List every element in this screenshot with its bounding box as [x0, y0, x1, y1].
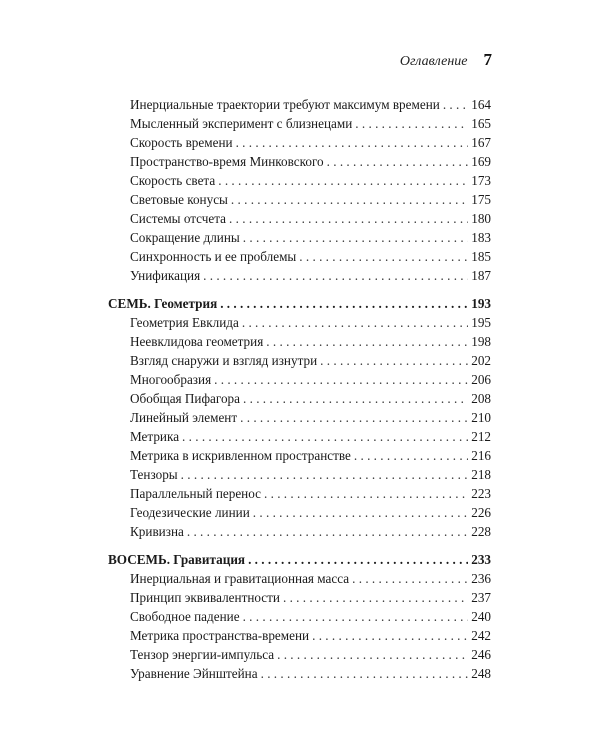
toc-entry: [108, 266, 491, 285]
toc-entry-page: 206: [471, 372, 491, 387]
toc-entry: [108, 522, 491, 541]
page-number: 7: [483, 50, 492, 69]
toc-entry-title: Кривизна: [130, 524, 184, 539]
chapter-page: 233: [471, 552, 491, 567]
toc-entry-page: 218: [471, 467, 491, 482]
toc-entry-page: 216: [471, 448, 491, 463]
leader-dots: [248, 550, 468, 569]
leader-dots: [243, 607, 469, 626]
leader-dots: [214, 370, 468, 389]
leader-dots: [327, 152, 469, 171]
toc-entry-title: Метрика пространства-времени: [130, 628, 310, 643]
toc-entry-page: 248: [471, 666, 491, 681]
toc-entry: [108, 209, 491, 228]
toc-entry-page: 246: [471, 647, 491, 662]
leader-dots: [264, 484, 468, 503]
toc-entry-title: Пространство-время Минковского: [130, 154, 324, 169]
toc-entry: [108, 332, 491, 351]
leader-dots: [352, 569, 468, 588]
leader-dots: [243, 228, 468, 247]
toc-entry-title: Обобщая Пифагора: [130, 391, 241, 406]
toc-entry-page: 180: [471, 211, 491, 226]
toc-entry: [108, 133, 491, 152]
toc-entry: [108, 247, 491, 266]
leader-dots: [355, 114, 468, 133]
toc-entry-title: Мысленный эксперимент с близнецами: [130, 116, 353, 131]
toc-entry: [108, 114, 491, 133]
leader-dots: [443, 95, 468, 114]
toc-entry-title: Унификация: [130, 268, 201, 283]
toc-entry-title: Световые конусы: [130, 192, 228, 207]
toc-entry: [108, 370, 491, 389]
toc-entry-page: 236: [471, 571, 491, 586]
toc-entry-title: Метрика в искривленном пространстве: [130, 448, 351, 463]
leader-dots: [266, 332, 468, 351]
leader-dots: [261, 664, 469, 683]
toc-entry-page: 228: [471, 524, 491, 539]
toc-entry-title: Тензор энергии-импульса: [130, 647, 275, 662]
toc-entry: [108, 588, 491, 607]
toc-entry: [108, 95, 491, 114]
toc-entry: [108, 446, 491, 465]
toc-entry-page: 223: [471, 486, 491, 501]
toc-group-continued: [108, 95, 491, 285]
toc-entry: [108, 228, 491, 247]
toc-entry: [108, 190, 491, 209]
toc-entry-page: 183: [471, 230, 491, 245]
leader-dots: [220, 294, 468, 313]
toc-entry-page: 167: [471, 135, 491, 150]
toc-entry: [108, 408, 491, 427]
toc-entry-title: Неевклидова геометрия: [130, 334, 264, 349]
toc-entry: [108, 171, 491, 190]
leader-dots: [236, 133, 469, 152]
leader-dots: [187, 522, 468, 541]
toc-entry-page: 208: [471, 391, 491, 406]
toc-entry-page: 198: [471, 334, 491, 349]
leader-dots: [181, 465, 469, 484]
toc-entry-title: Параллельный перенос: [130, 486, 262, 501]
toc-entry-title: Принцип эквивалентности: [130, 590, 280, 605]
leader-dots: [240, 408, 468, 427]
chapter-heading: [108, 294, 491, 313]
toc-entry: [108, 569, 491, 588]
chapter-seven: [108, 294, 491, 541]
chapter-page: 193: [471, 296, 491, 311]
toc-entry-title: Системы отсчета: [130, 211, 227, 226]
leader-dots: [312, 626, 468, 645]
leader-dots: [283, 588, 468, 607]
toc-entry-title: Взгляд снаружи и взгляд изнутри: [130, 353, 318, 368]
leader-dots: [182, 427, 468, 446]
running-header: [400, 50, 492, 70]
toc-entry-title: Сокращение длины: [130, 230, 240, 245]
toc-entry: [108, 389, 491, 408]
toc-entry: [108, 484, 491, 503]
toc-entry-title: Геометрия Евклида: [130, 315, 239, 330]
chapter-heading: [108, 550, 491, 569]
header-section-title: Оглавление: [399, 54, 468, 69]
leader-dots: [299, 247, 468, 266]
leader-dots: [203, 266, 468, 285]
toc-entry-title: Синхронность и ее проблемы: [130, 249, 297, 264]
toc-entry-page: 195: [471, 315, 491, 330]
toc-entry-title: Свободное падение: [130, 609, 240, 624]
toc-entry-page: 175: [471, 192, 491, 207]
leader-dots: [243, 389, 468, 408]
toc-entry-page: 226: [471, 505, 491, 520]
toc-entry-page: 210: [471, 410, 491, 425]
toc-entry: [108, 503, 491, 522]
leader-dots: [277, 645, 468, 664]
toc-entry-page: 212: [471, 429, 491, 444]
leader-dots: [218, 171, 468, 190]
toc-entry-page: 202: [471, 353, 491, 368]
leader-dots: [320, 351, 468, 370]
toc-entry: [108, 664, 491, 683]
toc-entry-page: 165: [471, 116, 491, 131]
chapter-title: СЕМЬ. Геометрия: [108, 296, 218, 311]
toc-entry: [108, 626, 491, 645]
chapter-title: ВОСЕМЬ. Гравитация: [108, 552, 246, 567]
toc-entry-title: Линейный элемент: [130, 410, 238, 425]
toc-entry: [108, 607, 491, 626]
table-of-contents: [108, 95, 491, 683]
toc-entry: [108, 645, 491, 664]
toc-entry-page: 240: [471, 609, 491, 624]
leader-dots: [354, 446, 468, 465]
toc-entry-title: Уравнение Эйнштейна: [130, 666, 258, 681]
toc-entry-title: Инерциальная и гравитационная масса: [130, 571, 350, 586]
toc-entry-title: Инерциальные траектории требуют максимум времени: [130, 97, 440, 112]
toc-entry-page: 187: [471, 268, 491, 283]
toc-entry: [108, 351, 491, 370]
leader-dots: [231, 190, 468, 209]
leader-dots: [229, 209, 468, 228]
toc-entry-page: 173: [471, 173, 491, 188]
toc-entry-title: Многообразия: [130, 372, 212, 387]
toc-entry: [108, 465, 491, 484]
toc-entry: [108, 427, 491, 446]
toc-entry: [108, 152, 491, 171]
leader-dots: [242, 313, 468, 332]
toc-entry-title: Скорость света: [130, 173, 216, 188]
toc-entry-title: Геодезические линии: [130, 505, 250, 520]
toc-entry-page: 164: [471, 97, 491, 112]
toc-entry-page: 242: [471, 628, 491, 643]
leader-dots: [253, 503, 468, 522]
toc-entry-title: Тензоры: [130, 467, 178, 482]
toc-entry-title: Скорость времени: [130, 135, 233, 150]
toc-entry-page: 185: [471, 249, 491, 264]
toc-entry-page: 237: [471, 590, 491, 605]
toc-entry-title: Метрика: [130, 429, 180, 444]
toc-entry-page: 169: [471, 154, 491, 169]
toc-entry: [108, 313, 491, 332]
chapter-eight: [108, 550, 491, 683]
